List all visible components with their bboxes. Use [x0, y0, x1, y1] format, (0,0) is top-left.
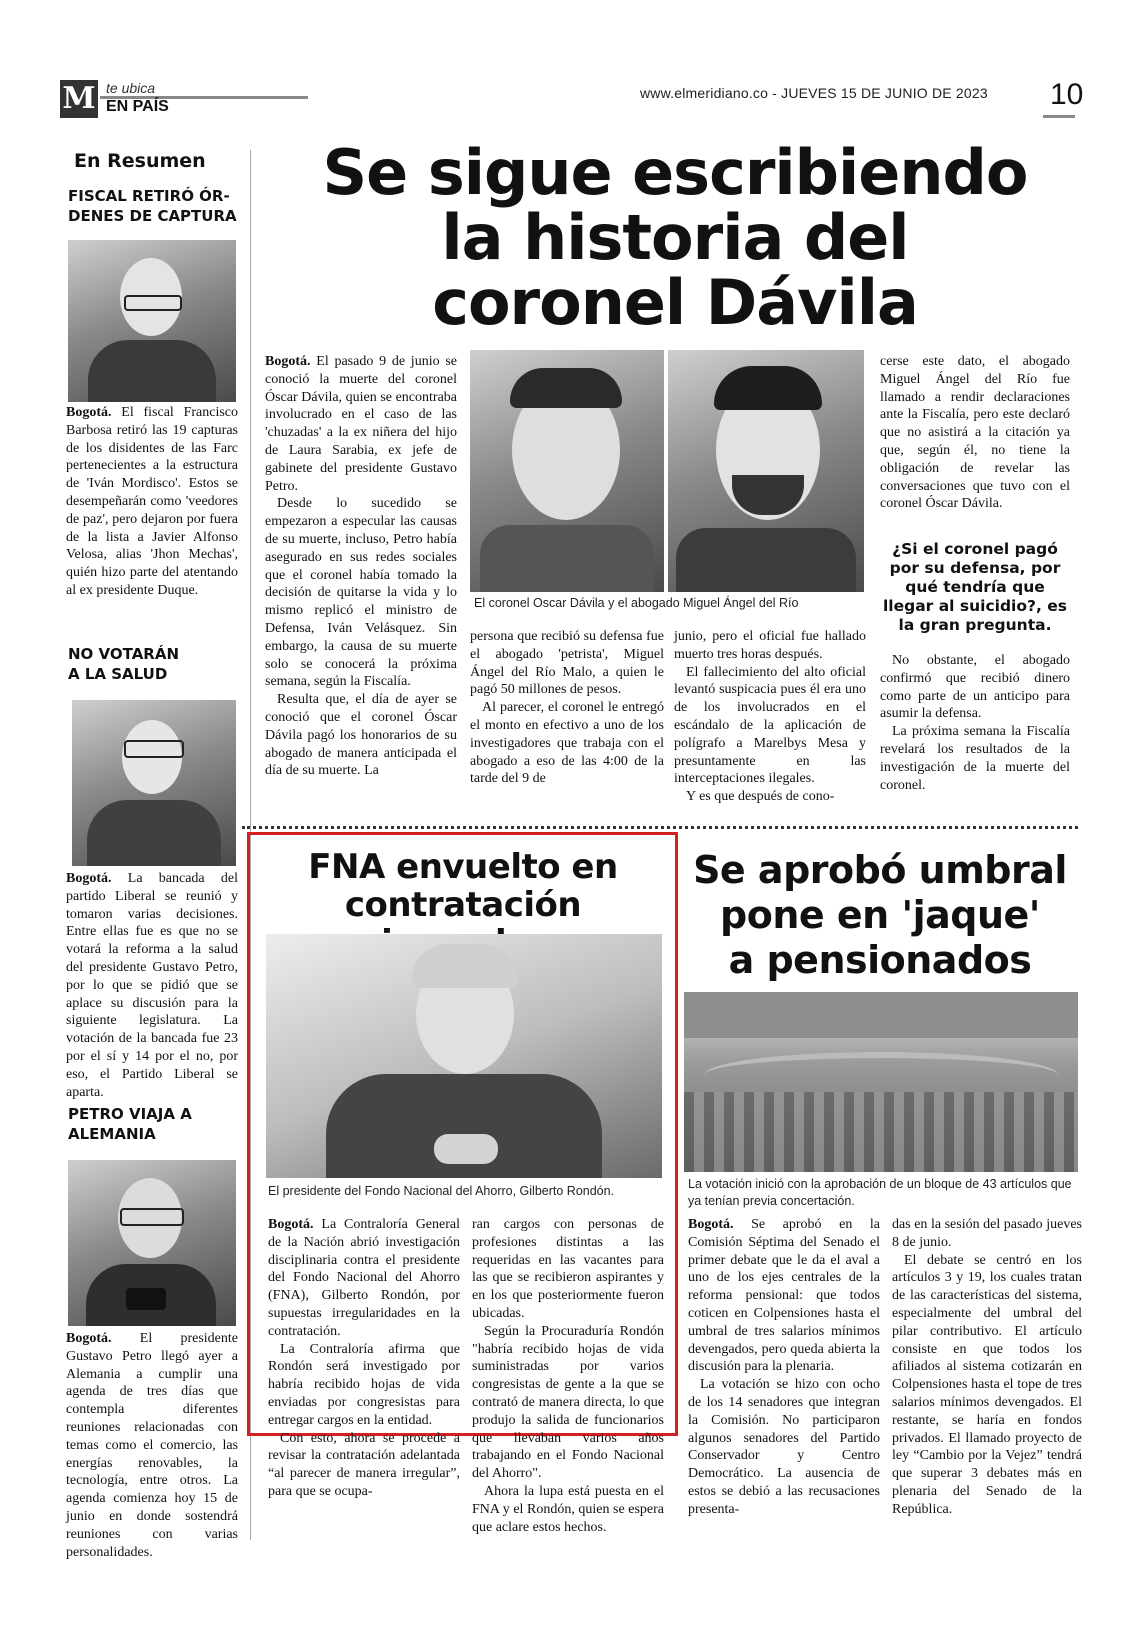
- sidebar-heading-petro: PETRO VIAJA A ALEMANIA: [68, 1105, 192, 1143]
- main-headline: Se sigue escribiendo la historia del coronel Dávila: [322, 136, 1028, 339]
- newspaper-logo: M: [60, 80, 98, 118]
- davila-photo: [470, 350, 664, 592]
- section-kicker: te ubica: [106, 80, 156, 96]
- sidebar-text-petro: Bogotá. El presidente Gustavo Petro llegó ayer a Alemania a cumplir una agenda de tres días que contempla diferentes reuniones relacionadas con temas como el comercio, las energías renovables, la tecnología, entre otros. La agenda comienza hoy 15 de junio en donde sostendrá reuniones con varias personalidades.: [66, 1331, 238, 1560]
- sidebar-heading-fiscal: FISCAL RETIRÓ ÓR- DENES DE CAPTURA: [68, 187, 237, 225]
- rondon-photo: [266, 934, 662, 1178]
- umbral-story-col2: das en la sesión del pasado jueves 8 de junio. El debate se centró en los artículos 3 y 19, los cuales tratan de las características del sistema, especialmente del umbral del pilar contributivo. El artículo consiste en que todos los afiliados al sistema cotizarán en Colpensiones hasta el tope de tres salarios mínimos devengados. El restante, se haría en fondos privados. El llamado proyecto de ley “Cambio por la Vejez” tendrá que superar 3 debates más en plenaria del Senado de la República.: [892, 1217, 1082, 1517]
- main-story-col2: persona que recibió su defensa fue el abogado 'petrista', Miguel Ángel del Río Malo, a quien le pagó 50 millones de pesos. Al parecer, el coronel le entregó el monto en efectivo a uno de los investigadores que trabaja con el abogado a eso de las 4:00 de la tarde del 9 de: [470, 629, 664, 787]
- umbral-headline: Se aprobó umbral pone en 'jaque' a pensionados: [693, 848, 1067, 982]
- main-story-col1: Bogotá. El pasado 9 de junio se conoció la muerte del coronel Óscar Dávila, quien se encontraba involucrado en el caso de las 'chuzadas' a la ex niñera del hijo de Laura Sarabia, ex jefe de gabinete del presidente Gustavo Petro. Desde lo sucedido se empezaron a especular las causas de su muerte, incluso, Petro había asegurado en sus redes sociales que el coronel había tomado la decisión de quitarse la vida y lo mismo replicó el ministro de Defensa, Iván Velásquez. Sin embargo, la causa de su muerte solo se conocerá la próxima semana, según la Fiscalía. Resulta que, el día de ayer se conoció que el coronel Óscar Dávila pagó los honorarios de su abogado de manera anticipada el día de su muerte. La: [265, 354, 458, 779]
- petro-photo: [68, 1160, 236, 1326]
- main-story-col4-top: cerse este dato, el abogado Miguel Ángel del Río fue llamado a rendir declaraciones ante la Fiscalía, pero este declaró que no asistirá a la citación ya que, según él, no tiene la obligación de revelar las conversaciones que tuvo con el coronel Óscar Dávila.: [880, 354, 1070, 512]
- fna-headline: FNA envuelto en contratación: [308, 847, 618, 925]
- liberal-photo: [72, 700, 236, 866]
- main-story-col3: junio, pero el oficial fue hallado muerto tres horas después. El fallecimiento del alto oficial levantó suspicacia pues él era uno de los involucrados en el escándalo de la aplicación de polígrafo a Marelbys Mesa y presuntamente en las interceptaciones ilegales. Y es que después de cono-: [674, 629, 866, 805]
- del-rio-photo: [668, 350, 864, 592]
- pull-quote: ¿Si el coronel pagó por su defensa, por qué tendría que llegar al suicidio?, es la gran pregunta.: [882, 540, 1068, 634]
- section-name: EN PAÍS: [106, 98, 169, 115]
- umbral-story-col1: Bogotá. Se aprobó en la Comisión Séptima del Senado el primer debate que le da el aval a uno de los ejes centrales de la reforma pensional: que todos coticen en Colpensiones hasta el umbral de tres salarios mínimos devengados, pero queda abierta la discusión para la plenaria. La votación se hizo con ocho de los 14 senadores que integran la Comisión. No participaron algunos senadores del Partido Conservador y Centro Democrático. La ausencia de estos se debió a las recusaciones presenta-: [688, 1217, 880, 1517]
- page-number: 10: [1050, 78, 1084, 111]
- url-date-line: www.elmeridiano.co - JUEVES 15 DE JUNIO DE 2023: [640, 85, 988, 101]
- fna-story-col1: Bogotá. La Contraloría General de la Nación abrió investigación disciplinaria contra el presidente del Fondo Nacional del Ahorro (FNA), Gilberto Rondón, por supuestas irregularidades en la contratación. La Contraloría afirma que Rondón será investigado por habría recibido hojas de vida enviadas por congresistas para entregar cargos en la entidad. Con esto, ahora se procede a revisar la contratación adelantada “al parecer de manera irregular”, para que se ocupa-: [268, 1217, 460, 1499]
- main-photo-caption: El coronel Oscar Dávila y el abogado Miguel Ángel del Río: [474, 596, 799, 610]
- section-divider: [242, 826, 1078, 829]
- main-story-col4-bottom: No obstante, el abogado confirmó que recibió dinero como parte de un anticipo para asumir la defensa. La próxima semana la Fiscalía revelará los resultados de la investigación de la muerte del coronel.: [880, 653, 1070, 793]
- fiscal-photo: [68, 240, 236, 402]
- umbral-photo-caption: La votación inició con la aprobación de un bloque de 43 artículos que ya tenían previa concertación.: [688, 1177, 1072, 1208]
- page-number-rule: [1043, 115, 1075, 118]
- fna-story-col2: ran cargos con personas de profesiones distintas a las requeridas en las vacantes para las que se recibieron aspirantes y en los que posteriormente fueron ubicadas. Según la Procuraduría Rondón "habría recibido hojas de vida suministradas por varios congresistas de gente a la que se contrató de manera directa, lo que produjo la salida de funcionarios que llevaban varios años trabajando en el Fondo Nacional del Ahorro". Ahora la lupa está puesta en el FNA y el Rondón, quien se espera que aclare estos hechos.: [472, 1217, 664, 1535]
- sidebar-text-salud: Bogotá. La bancada del partido Liberal se reunió y tomaron varias decisiones. Entre ellas fue es que no se votará la reforma a la salud del presidente Gustavo Petro, por lo que se pidió que se aplace su discusión para la siguiente legislatura. La votación de la bancada fue 23 por el sí y 14 por el no, por eso, el Partido Liberal se aparta.: [66, 871, 239, 1100]
- sidebar-title: En Resumen: [74, 150, 206, 172]
- sidebar-heading-salud: NO VOTARÁN A LA SALUD: [68, 645, 180, 683]
- senate-photo: [684, 992, 1078, 1172]
- fna-photo-caption: El presidente del Fondo Nacional del Ahorro, Gilberto Rondón.: [268, 1184, 615, 1198]
- sidebar-text-fiscal: Bogotá. El fiscal Francisco Barbosa retiró las 19 capturas de los disidentes de las Farc pertenecientes a la estructura de 'Iván Mordisco'. Estos se desempeñarán como 'veedores de paz', pero dejaron por fuera de la lista a Javier Alfonso Velosa, alias 'Jhon Mechas', quién hizo parte del atentando al ex presidente Duque.: [66, 405, 239, 598]
